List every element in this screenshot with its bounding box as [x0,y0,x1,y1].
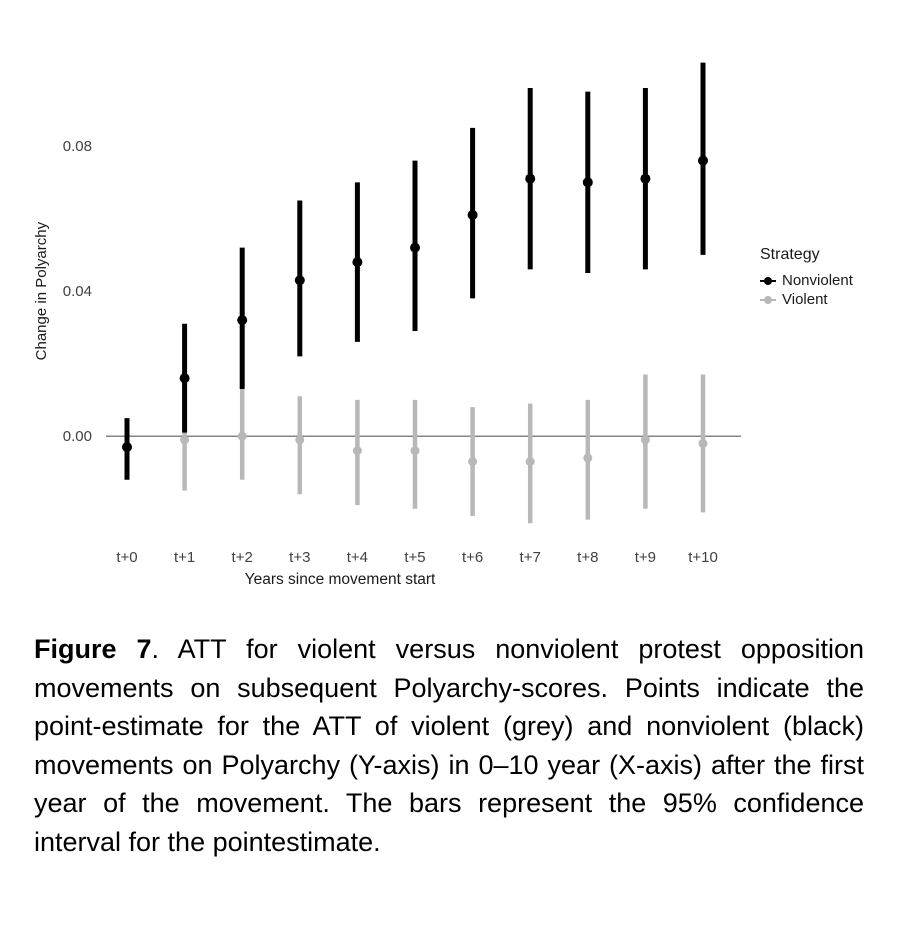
y-tick-label: 0.08 [62,138,92,156]
x-tick-label: t+4 [346,549,369,566]
point-nonviolent-t+3 [295,275,305,285]
caption-text: . ATT for violent versus nonviolent protest opposition movements on subsequent Polyarchy-scores. Points indicate the point-estimate for the ATT of violent (grey) and nonviolent (black) movements on Polyarchy (Y-axis) in 0–10 year (X-axis) after the first year of the movement. The bars represent the 95% confidence interval for the pointestimate. [34,634,864,857]
y-tick-label: 0.04 [62,283,92,301]
x-tick-label: t+9 [634,549,657,566]
point-nonviolent-t+4 [352,257,362,267]
point-nonviolent-t+1 [180,373,190,383]
x-tick-label: t+6 [461,549,484,566]
legend [760,246,853,309]
x-tick-label: t+8 [577,549,599,566]
pointrange-marker-icon [760,274,776,288]
point-violent-t+5 [411,446,420,455]
point-nonviolent-t+2 [237,315,247,325]
point-nonviolent-t+10 [698,156,708,166]
x-tick-label: t+2 [231,549,253,566]
legend-title: Strategy [760,246,820,263]
point-nonviolent-t+5 [410,243,420,253]
x-tick-label: t+10 [688,549,718,566]
point-nonviolent-t+9 [640,174,650,184]
point-nonviolent-t+0 [122,442,132,452]
x-tick-label: t+5 [404,549,426,566]
point-violent-t+3 [295,435,304,444]
x-tick-label: t+3 [289,549,311,566]
point-violent-t+4 [353,446,362,455]
point-violent-t+10 [699,439,708,448]
x-tick-label: t+1 [173,549,196,566]
x-tick-label: t+7 [519,549,541,566]
legend-label-violent: Violent [782,291,828,308]
point-violent-t+2 [238,432,247,441]
point-nonviolent-t+7 [525,174,535,184]
point-nonviolent-t+6 [468,210,478,220]
point-violent-t+7 [526,457,535,466]
legend-item-nonviolent [760,271,853,290]
point-violent-t+8 [583,453,592,462]
point-nonviolent-t+8 [583,177,593,187]
point-violent-t+1 [180,435,189,444]
pointrange-marker-icon [760,293,776,307]
legend-item-violent [760,290,853,309]
caption-label: Figure 7 [34,634,152,664]
x-tick-label: t+0 [116,549,138,566]
x-axis-title: Years since movement start [244,571,436,588]
figure-caption [34,630,864,861]
legend-label-nonviolent: Nonviolent [782,272,853,289]
point-violent-t+6 [468,457,477,466]
y-axis-title: Change in Polyarchy [33,221,50,361]
y-tick-label: 0.00 [62,428,92,446]
point-violent-t+9 [641,435,650,444]
